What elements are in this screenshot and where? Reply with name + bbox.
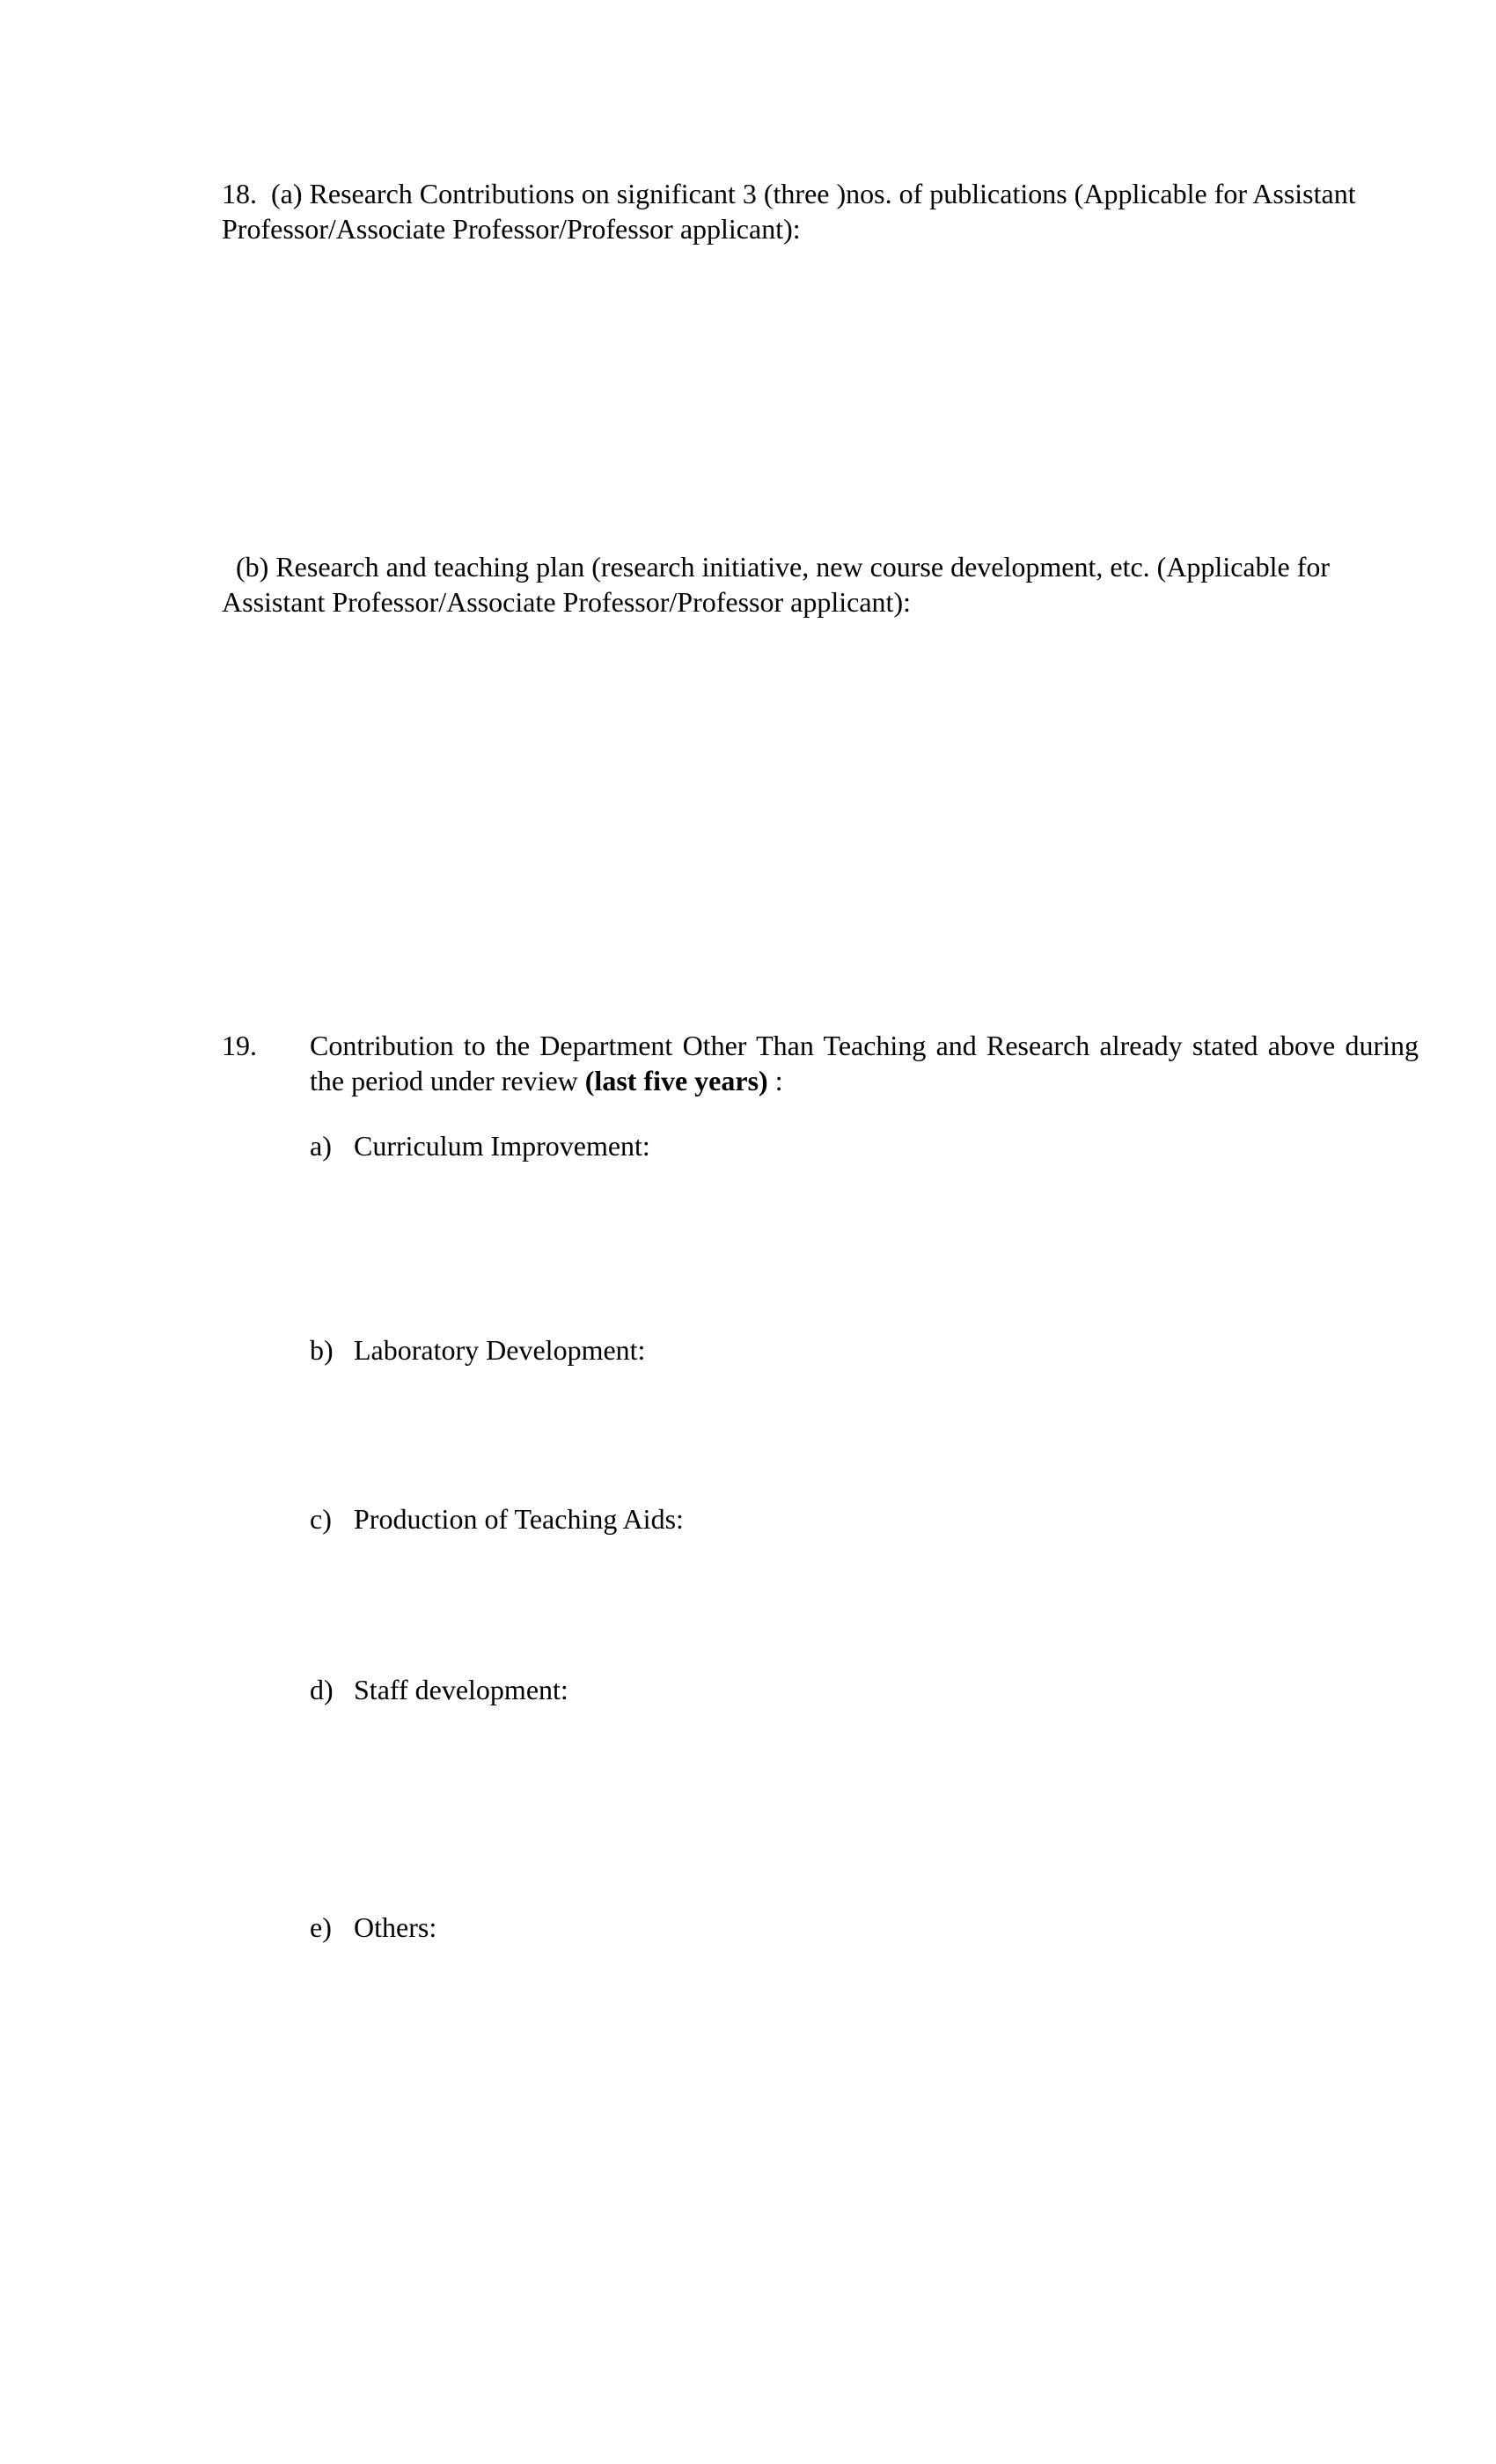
q18-number: 18. (222, 178, 257, 209)
q18-part-b-text: (b) Research and teaching plan (research initiative, new course development, etc. (Applicable for Assistant Professor/Associate Professor/Professor applicant): (222, 551, 1331, 618)
item-text: Production of Teaching Aids: (354, 1503, 684, 1535)
q19-heading (310, 1028, 1419, 1098)
item-text: Curriculum Improvement: (354, 1130, 650, 1162)
item-label: e) (310, 1911, 332, 1943)
q19-bold-text: (last five years) (584, 1065, 768, 1096)
list-item (310, 1672, 568, 1707)
q18-part-b (222, 549, 1419, 620)
q18-part-a (222, 176, 1419, 246)
list-item (310, 1128, 650, 1163)
list-item (310, 1910, 436, 1945)
q18-part-a-text: (a) Research Contributions on significant 3 (three )nos. of publications (Applicable for Assistant Professor/Associate Professor/Professor applicant): (222, 178, 1356, 245)
list-item (310, 1332, 645, 1368)
item-label: c) (310, 1503, 332, 1535)
q19-number: 19. (222, 1030, 257, 1061)
item-text: Staff development: (354, 1674, 568, 1705)
item-label: b) (310, 1334, 334, 1366)
q19-suffix: : (774, 1065, 783, 1096)
item-label: d) (310, 1674, 334, 1705)
item-text: Others: (354, 1911, 437, 1943)
item-label: a) (310, 1130, 332, 1162)
list-item (310, 1501, 684, 1536)
item-text: Laboratory Development: (354, 1334, 646, 1366)
q19-text: Contribution to the Department Other Than Teaching and Research already stated above during the period under review (310, 1030, 1419, 1096)
